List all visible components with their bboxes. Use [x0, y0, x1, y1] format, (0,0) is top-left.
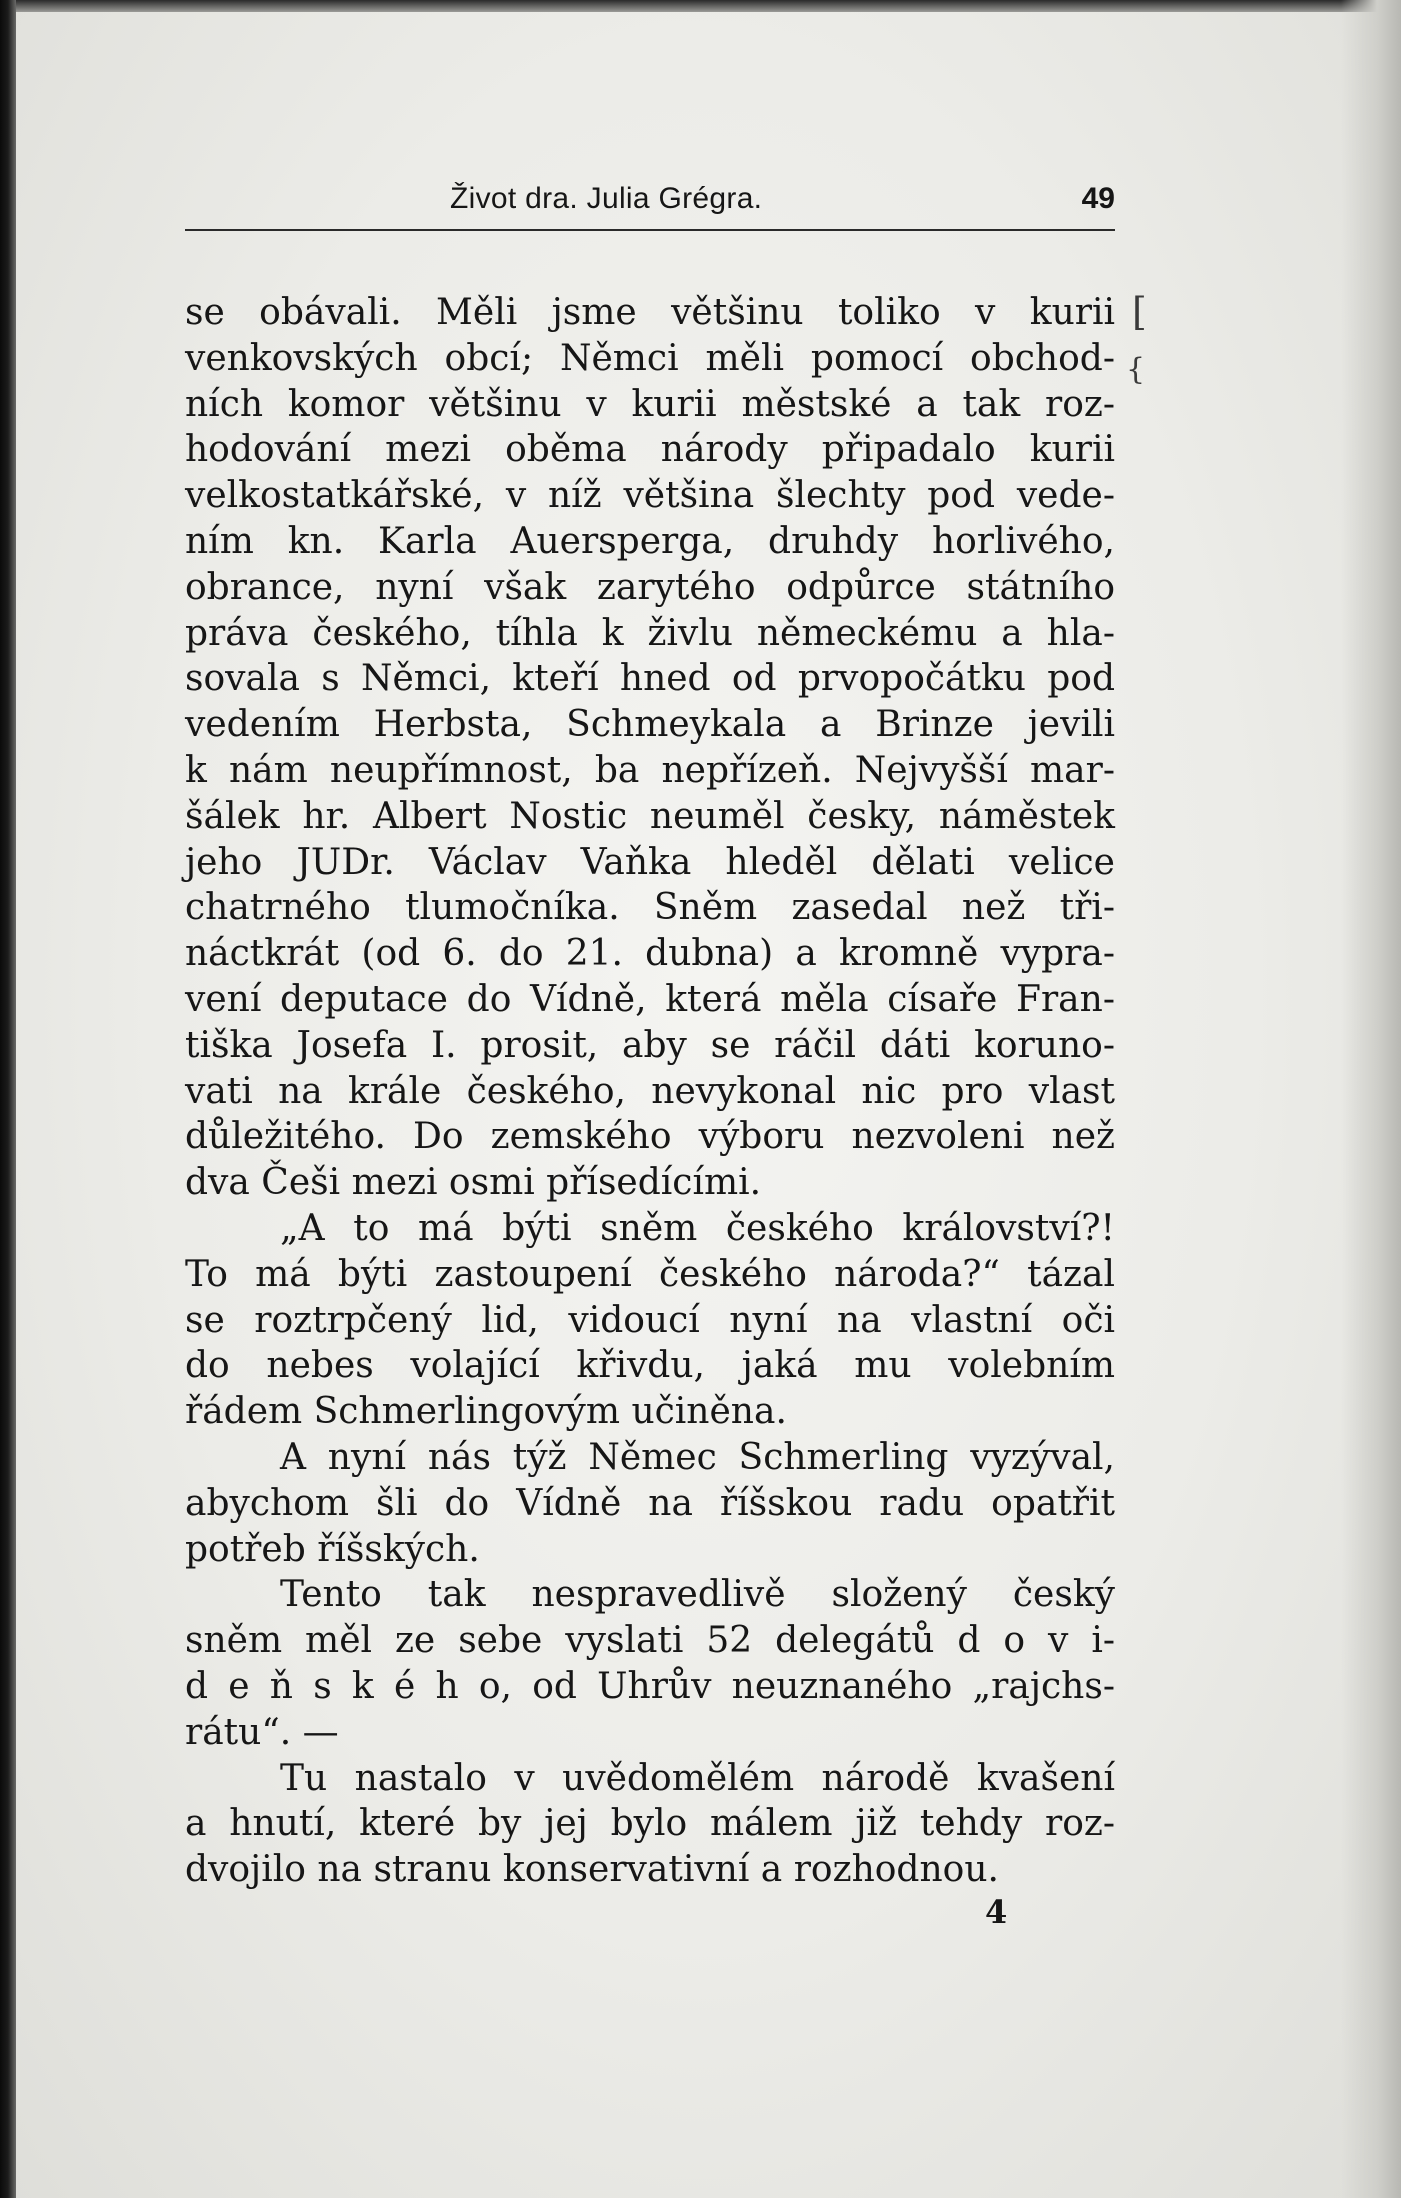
header-rule	[185, 229, 1115, 231]
text-line: hodování mezi oběma národy připadalo kurii	[185, 429, 1115, 471]
margin-bracket-mark: [	[1132, 290, 1147, 334]
text-line: tiška Josefa I. prosit, aby se ráčil dáti koruno-	[185, 1024, 1115, 1066]
text-line: dva Češi mezi osmi přísedícími.	[185, 1162, 762, 1204]
text-line: řádem Schmerlingovým učiněna.	[185, 1391, 787, 1433]
text-line: práva českého, tíhla k živlu německému a hla-	[185, 612, 1115, 654]
text-line: do nebes volající křivdu, jaká mu volebním	[185, 1345, 1115, 1387]
text-line: Tu nastalo v uvědomělém národě kvašení	[280, 1757, 1115, 1799]
text-line: To má býti zastoupení českého národa?“ tázal	[185, 1253, 1115, 1295]
text-line: obrance, nyní však zarytého odpůrce státního	[185, 566, 1115, 608]
text-line: ním kn. Karla Auersperga, druhdy horlivého,	[185, 520, 1115, 562]
text-line: a hnutí, které by jej bylo málem již tehdy roz-	[185, 1803, 1115, 1845]
signature-mark: 4	[985, 1893, 1008, 1931]
text-line: sovala s Němci, kteří hned od prvopočátku pod	[185, 658, 1115, 700]
page-number: 49	[1081, 182, 1115, 215]
text-line: venkovských obcí; Němci měli pomocí obchod-	[185, 337, 1115, 379]
text-line: sněm měl ze sebe vyslati 52 delegátů d o v i-	[185, 1620, 1115, 1662]
text-line: ních komor většinu v kurii městské a tak roz-	[185, 383, 1115, 425]
text-line: náctkrát (od 6. do 21. dubna) a kromně vypra-	[185, 933, 1115, 975]
text-line: jeho JUDr. Václav Vaňka hleděl dělati velice	[185, 841, 1115, 883]
text-line: šálek hr. Albert Nostic neuměl česky, náměstek	[185, 795, 1115, 837]
text-line: vati na krále českého, nevykonal nic pro vlast	[185, 1070, 1115, 1112]
text-line: velkostatkářské, v níž většina šlechty pod vede-	[185, 475, 1115, 517]
text-line: k nám neupřímnost, ba nepřízeň. Nejvyšší mar-	[185, 749, 1115, 791]
running-header	[185, 182, 1115, 222]
running-header-title: Život dra. Julia Grégra.	[450, 182, 763, 215]
margin-bracket-mark-2: {	[1126, 352, 1146, 387]
text-line: vení deputace do Vídně, která měla císaře Fran-	[185, 978, 1115, 1020]
text-line: „A to má býti sněm českého království?!	[280, 1207, 1115, 1249]
text-line: chatrného tlumočníka. Sněm zasedal než tři-	[185, 887, 1115, 929]
text-line: se roztrpčený lid, vidoucí nyní na vlastní oči	[185, 1299, 1115, 1341]
text-line: abychom šli do Vídně na říšskou radu opatřit	[185, 1482, 1115, 1524]
scan-edge-top	[0, 0, 1401, 12]
text-line: A nyní nás týž Němec Schmerling vyzýval,	[280, 1436, 1115, 1478]
text-line: důležitého. Do zemského výboru nezvoleni než	[185, 1116, 1115, 1158]
text-line: rátu“. —	[185, 1711, 339, 1753]
text-line: d e ň s k é h o, od Uhrův neuznaného „rajchs-	[185, 1665, 1115, 1707]
text-line: Tento tak nespravedlivě složený český	[280, 1574, 1115, 1616]
text-line: potřeb říšských.	[185, 1528, 480, 1570]
text-line: dvojilo na stranu konservativní a rozhodnou.	[185, 1849, 999, 1891]
body-text	[185, 290, 1115, 1893]
text-line: se obávali. Měli jsme většinu toliko v kurii	[185, 292, 1115, 333]
text-line: vedením Herbsta, Schmeykala a Brinze jevili	[185, 704, 1115, 746]
scan-edge-left	[0, 0, 16, 2198]
scan-edge-right	[1341, 0, 1401, 2198]
